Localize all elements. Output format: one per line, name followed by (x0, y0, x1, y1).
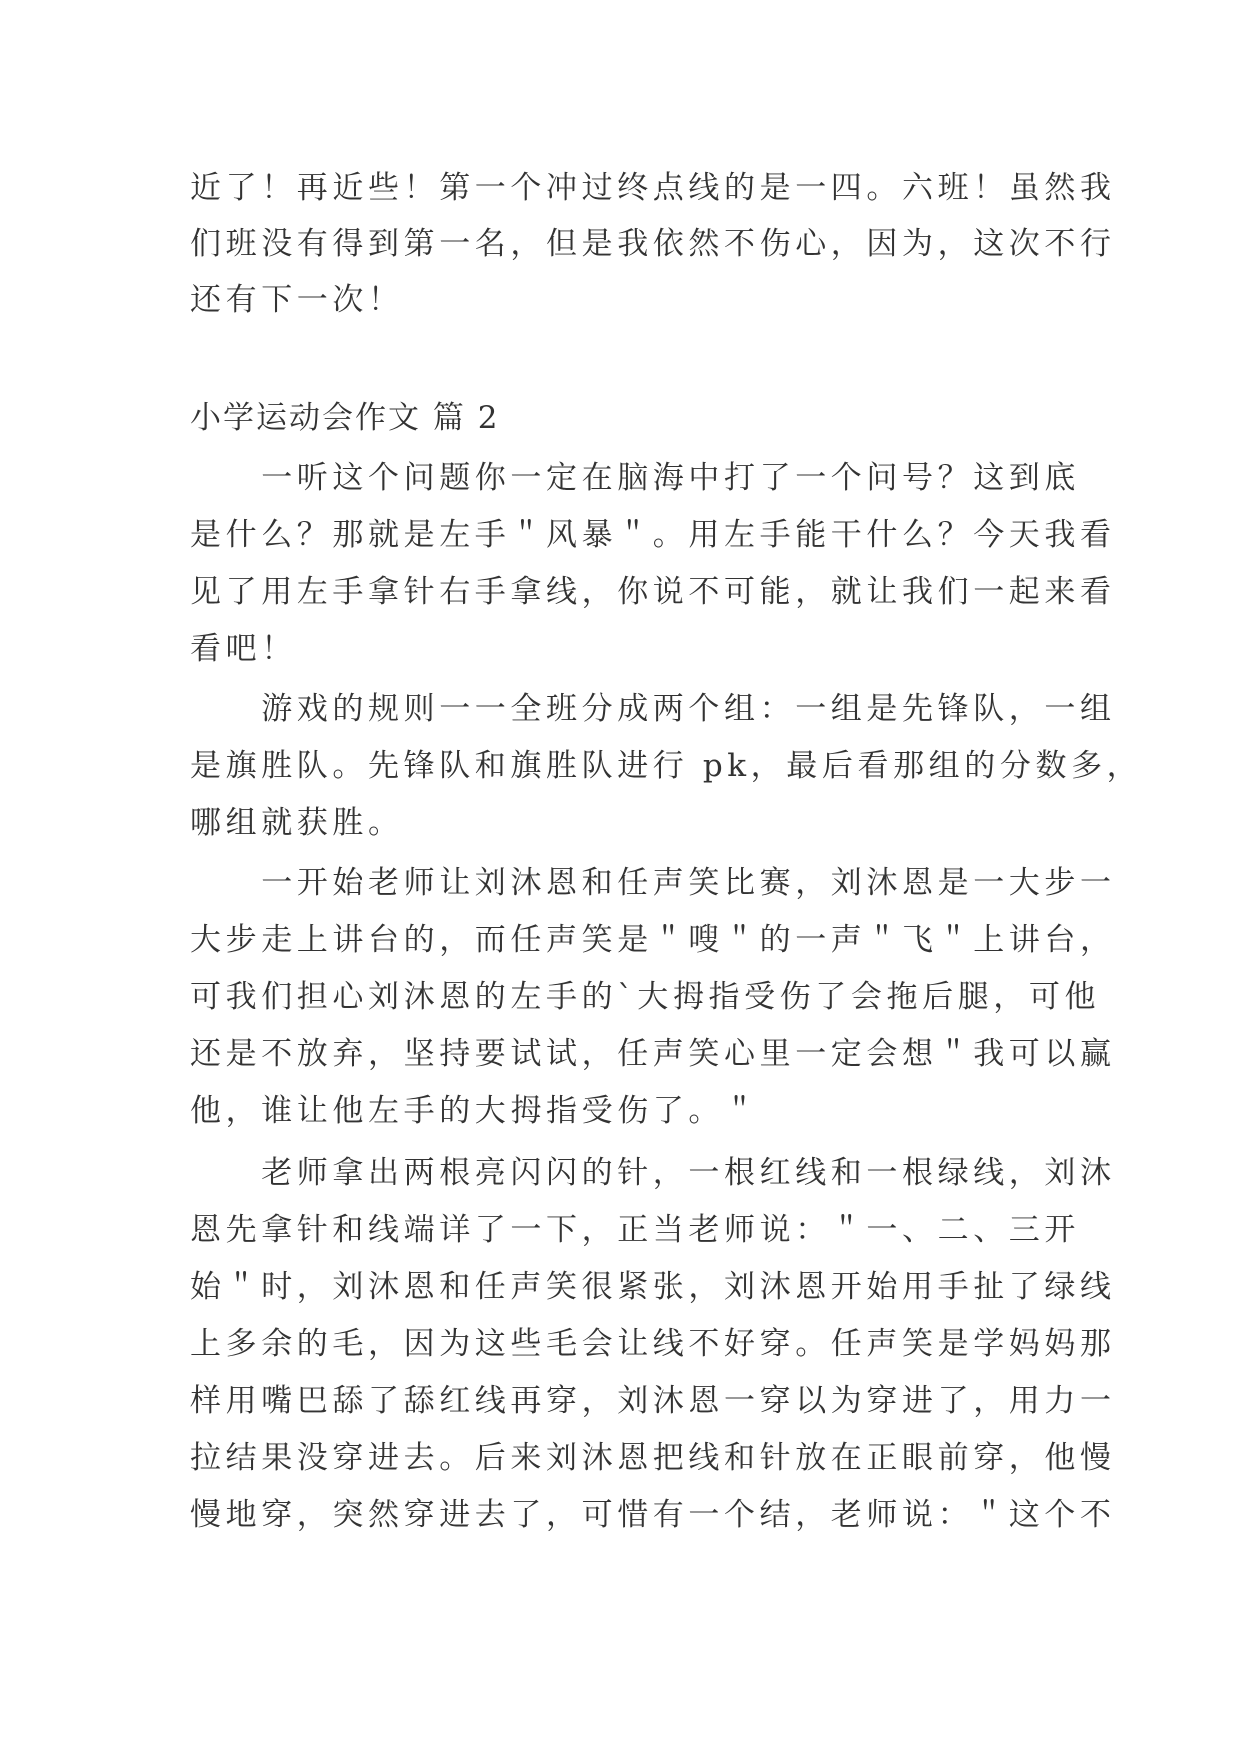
text-line: 是旗胜队。先锋队和旗胜队进行 pk，最后看那组的分数多， (190, 748, 1143, 784)
text-line: 还有下一次！ (190, 282, 404, 318)
text-line: 近了！再近些！第一个冲过终点线的是一四。六班！虽然我 (190, 170, 1116, 206)
text-line: 恩先拿针和线端详了一下，正当老师说：＂一、二、三开 (190, 1212, 1080, 1248)
text-line: 慢地穿，突然穿进去了，可惜有一个结，老师说：＂这个不 (190, 1497, 1116, 1533)
text-line: 大步走上讲台的，而任声笑是＂嗖＂的一声＂飞＂上讲台， (190, 922, 1116, 958)
text-line: 始＂时，刘沐恩和任声笑很紧张，刘沐恩开始用手扯了绿线 (190, 1269, 1116, 1305)
text-line: 见了用左手拿针右手拿线，你说不可能，就让我们一起来看 (190, 574, 1116, 610)
text-line: 看吧！ (190, 631, 297, 667)
text-line: 拉结果没穿进去。后来刘沐恩把线和针放在正眼前穿，他慢 (190, 1440, 1116, 1476)
text-line: 还是不放弃，坚持要试试，任声笑心里一定会想＂我可以赢 (190, 1036, 1116, 1072)
text-line: 游戏的规则一一全班分成两个组：一组是先锋队，一组 (190, 691, 1116, 727)
section-title: 小学运动会作文 篇 2 (190, 400, 500, 436)
text-line: 老师拿出两根亮闪闪的针，一根红线和一根绿线，刘沐 (190, 1155, 1116, 1191)
text-line: 他，谁让他左手的大拇指受伤了。＂ (190, 1093, 760, 1129)
text-line: 一听这个问题你一定在脑海中打了一个问号？这到底 (190, 460, 1080, 496)
text-line: 一开始老师让刘沐恩和任声笑比赛，刘沐恩是一大步一 (190, 865, 1116, 901)
text-line: 可我们担心刘沐恩的左手的`大拇指受伤了会拖后腿，可他 (190, 979, 1101, 1015)
text-line: 上多余的毛，因为这些毛会让线不好穿。任声笑是学妈妈那 (190, 1326, 1116, 1362)
text-line: 是什么？那就是左手＂风暴＂。用左手能干什么？今天我看 (190, 517, 1116, 553)
text-line: 们班没有得到第一名，但是我依然不伤心，因为，这次不行 (190, 226, 1116, 262)
text-line: 哪组就获胜。 (190, 805, 404, 841)
text-line: 样用嘴巴舔了舔红线再穿，刘沐恩一穿以为穿进了，用力一 (190, 1383, 1116, 1419)
